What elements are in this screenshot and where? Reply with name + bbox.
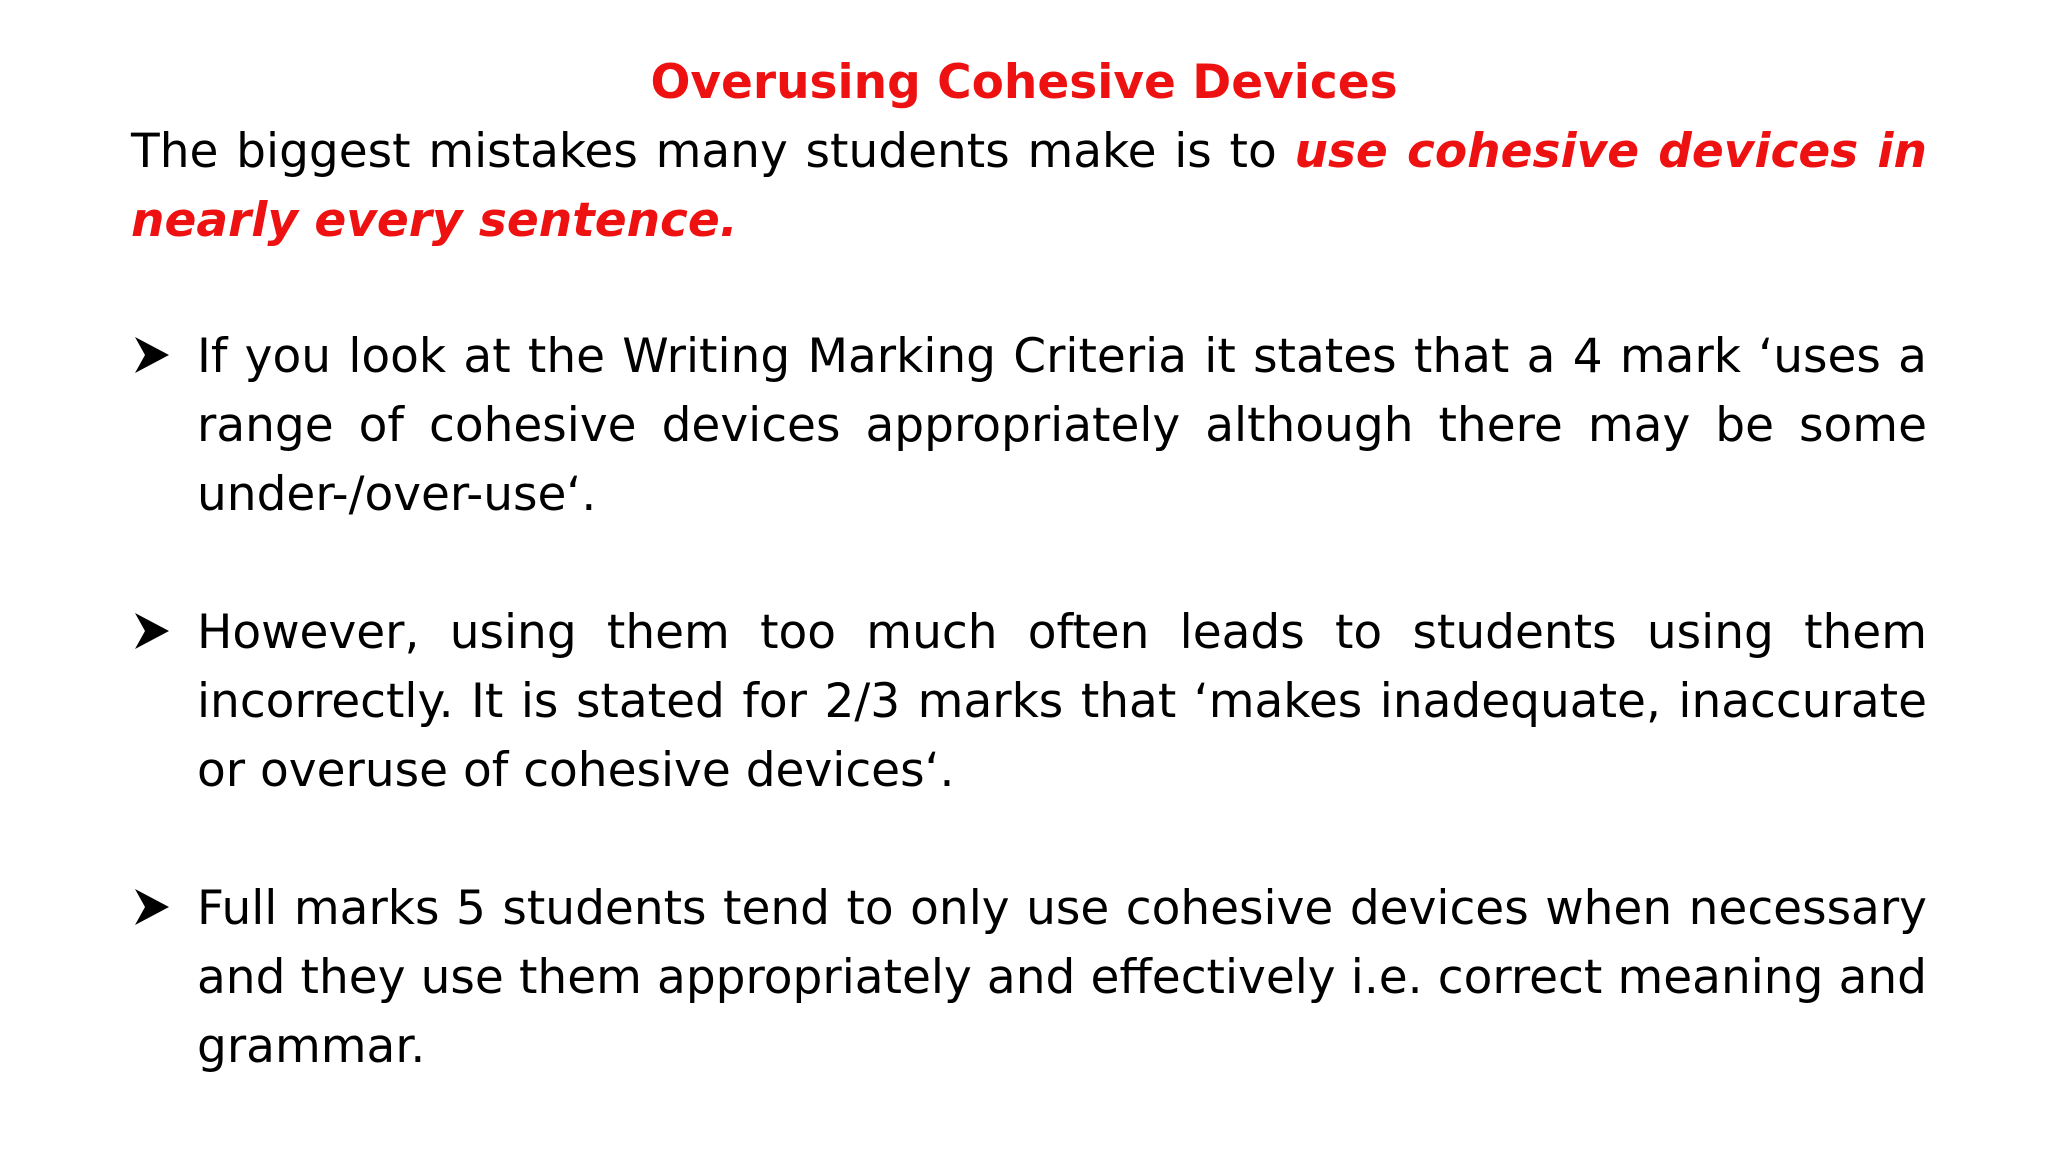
bullet-text: However, using them too much often leads to students using them incorrectly. It is stated for 2/3 marks that ‘makes inadequate, inaccurate or overuse of cohesive devices‘. xyxy=(197,605,1927,798)
slide-title: Overusing Cohesive Devices xyxy=(650,55,1398,110)
bullet-text: If you look at the Writing Marking Criteria it states that a 4 mark ‘uses a range of cohesive devices appropriately although there may be some under-/over-use‘. xyxy=(197,329,1927,522)
intro-emphasis: use cohesive devices in nearly every sentence. xyxy=(131,124,1927,248)
arrowhead-bullet-icon xyxy=(133,611,171,651)
bullet-item xyxy=(131,598,1927,805)
bullet-text: Full marks 5 students tend to only use cohesive devices when necessary and they use them appropriately and effectively i.e. correct meaning and grammar. xyxy=(197,881,1927,1074)
bullet-item xyxy=(131,322,1927,529)
arrowhead-bullet-icon xyxy=(133,335,171,375)
bullet-item xyxy=(131,874,1927,1081)
intro-paragraph xyxy=(131,117,1927,255)
bullet-list xyxy=(131,322,1927,1150)
arrowhead-bullet-icon xyxy=(133,887,171,927)
intro-text: The biggest mistakes many students make is to xyxy=(131,124,1295,179)
